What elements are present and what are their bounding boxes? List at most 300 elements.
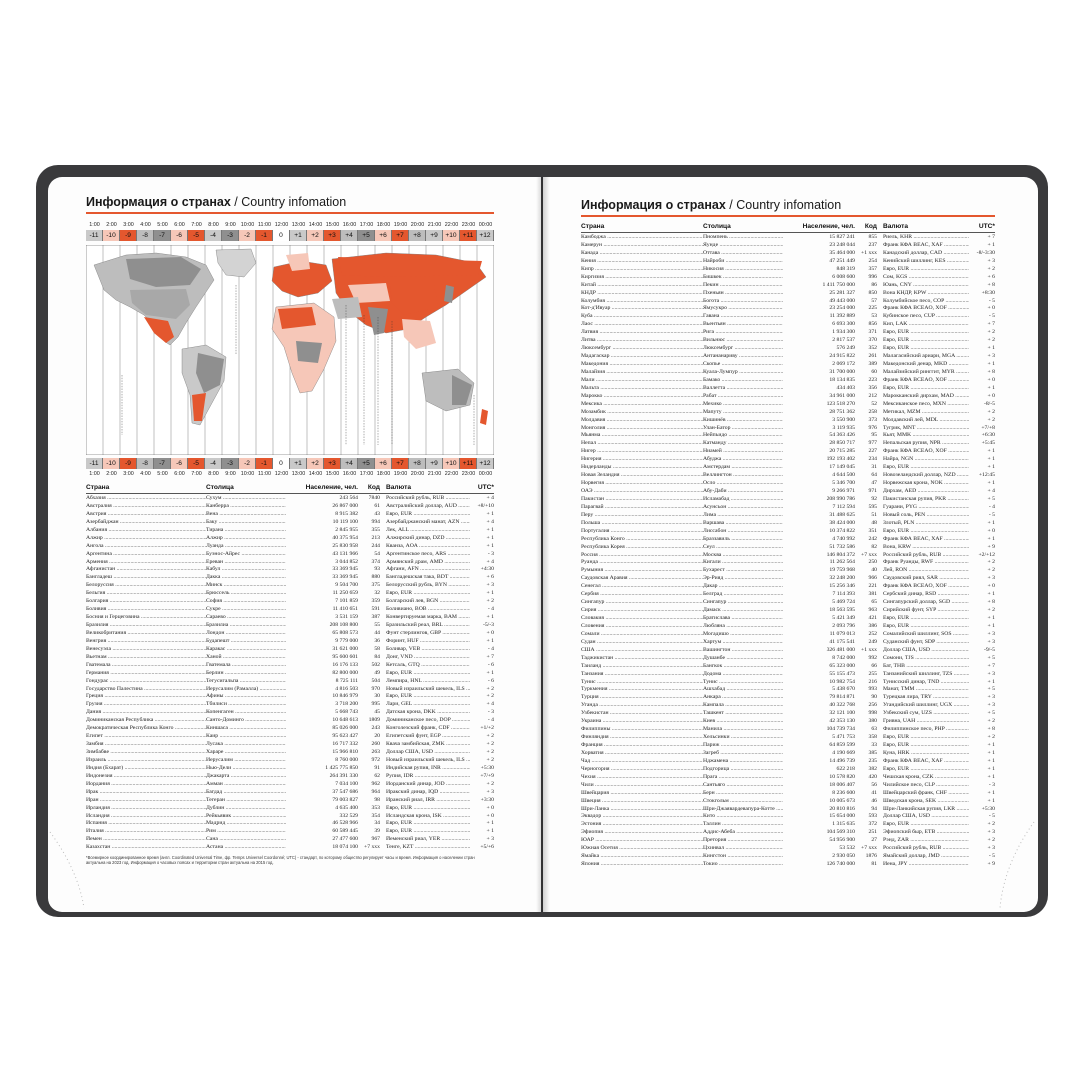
table-row [581, 798, 995, 806]
population-cell: 3 044 852 [335, 558, 358, 565]
tz-zone-cell: +9 [426, 458, 443, 469]
currency-cell: Чешская крона, CZK ..... [877, 774, 969, 782]
country-cell: Государство Палестина ..... [86, 686, 206, 694]
capital-cell: Ереван ..... [206, 559, 286, 567]
population-cell: 126 740 000 [826, 861, 855, 868]
code-cell: 502 [371, 661, 380, 668]
country-cell: Турция ..... [581, 694, 703, 702]
utc-cell: + 8 [987, 368, 995, 375]
table-row [86, 678, 494, 686]
capital-cell: Буэнос-Айрес ..... [206, 551, 286, 559]
central-africa-region [296, 341, 322, 363]
capital-cell: Алжир ..... [206, 535, 286, 543]
population-cell: 2 845 955 [335, 526, 358, 533]
col-population: Население, чел. [802, 223, 855, 230]
capital-cell: Гавана ..... [703, 313, 783, 321]
country-cell: Австралия ..... [86, 503, 206, 511]
code-cell: 98 [374, 796, 380, 803]
population-cell: 49 443 000 [829, 297, 855, 304]
country-cell: Кипр ..... [581, 266, 703, 274]
capital-cell: Копенгаген ..... [206, 709, 286, 717]
country-cell: Чехия ..... [581, 774, 703, 782]
tz-zone-cell: -5 [188, 458, 205, 469]
country-cell: Филиппины ..... [581, 726, 703, 734]
country-cell: Куба ..... [581, 313, 703, 321]
capital-cell: Хартум ..... [703, 639, 783, 647]
utc-cell: + 9 [987, 861, 995, 868]
timezone-bar-top [86, 230, 494, 241]
utc-cell: + 1 [987, 678, 995, 685]
utc-cell: + 6 [486, 574, 494, 581]
population-cell: 17 149 045 [829, 464, 855, 471]
capital-cell: Тирана ..... [206, 527, 286, 535]
tz-hour: 15:00 [325, 471, 340, 477]
population-cell: 123 518 270 [826, 400, 855, 407]
population-cell: 8 236 600 [832, 789, 855, 796]
table-row [581, 821, 995, 829]
capital-cell: Куала-Лумпур ..... [703, 369, 783, 377]
tz-zone-cell: +11 [460, 230, 477, 241]
table-row [86, 519, 494, 527]
table-row [581, 305, 995, 313]
currency-cell: Лей, RON ..... [877, 567, 969, 575]
population-cell: 2 093 796 [832, 622, 855, 629]
capital-cell: Дакка ..... [206, 574, 286, 582]
table-row [581, 337, 995, 345]
country-cell: КНДР ..... [581, 290, 703, 298]
table-row [86, 638, 494, 646]
utc-cell: + 1 [987, 456, 995, 463]
country-cell: Франция ..... [581, 742, 703, 750]
population-cell: 18 134 835 [829, 376, 855, 383]
country-cell: Лаос ..... [581, 321, 703, 329]
left-header-rule [86, 493, 494, 494]
tz-hour: 13:00 [291, 222, 306, 228]
country-cell: Греция ..... [86, 693, 206, 701]
capital-cell: Берлин ..... [206, 670, 286, 678]
capital-cell: Пномпень ..... [703, 234, 783, 242]
currency-cell: Доллар США, USD ..... [877, 647, 969, 655]
tz-zone-cell: -7 [154, 458, 171, 469]
table-row [581, 520, 995, 528]
population-cell: 3 119 935 [832, 424, 855, 431]
utc-cell: + 3 [987, 630, 995, 637]
table-row [581, 321, 995, 329]
capital-cell: Осло ..... [703, 480, 783, 488]
code-cell: 63 [871, 726, 877, 733]
tz-zone-cell: -3 [222, 230, 239, 241]
country-cell: Бангладеш ..... [86, 574, 206, 582]
tz-hour: 1:00 [89, 471, 100, 477]
capital-cell: Бамако ..... [703, 377, 783, 385]
utc-cell: +5/+6 [480, 844, 494, 851]
table-row [86, 693, 494, 701]
code-cell: 234 [868, 456, 877, 463]
table-row [581, 829, 995, 837]
population-cell: 243 564 [339, 495, 358, 501]
code-cell: 372 [868, 821, 877, 828]
code-cell: 221 [868, 583, 877, 590]
population-cell: 31 488 625 [829, 511, 855, 518]
col-population: Население, чел. [305, 484, 358, 491]
table-row [581, 417, 995, 425]
country-cell: Польша ..... [581, 520, 703, 528]
col-code: Код [864, 223, 877, 230]
code-cell: 962 [371, 780, 380, 787]
currency-cell: Евро, EUR ..... [877, 337, 969, 345]
capital-cell: Амстердам ..... [703, 464, 783, 472]
utc-cell: + 2 [987, 837, 995, 844]
capital-cell: Браззавиль ..... [703, 536, 783, 544]
tz-zone-cell: +6 [375, 230, 392, 241]
code-cell: 30 [374, 693, 380, 700]
country-cell: Мьянма ..... [581, 432, 703, 440]
table-row [86, 574, 494, 582]
country-cell: Мадагаскар ..... [581, 353, 703, 361]
population-cell: 5 469 724 [832, 599, 855, 606]
utc-cell: + 2 [486, 693, 494, 700]
right-table-header [581, 223, 995, 230]
country-cell: Сенегал ..... [581, 583, 703, 591]
tz-zone-cell: -2 [239, 458, 256, 469]
utc-cell: +4:30 [480, 566, 494, 573]
capital-cell: Найроби ..... [703, 258, 783, 266]
currency-cell: Исландская крона, ISK ..... [380, 813, 470, 821]
left-title-rule [86, 212, 494, 214]
tz-zone-cell: 0 [273, 230, 290, 241]
capital-cell: Оттава ..... [703, 250, 783, 258]
code-cell: 386 [868, 622, 877, 629]
table-row [86, 781, 494, 789]
population-cell: 16 176 133 [332, 661, 358, 668]
population-cell: 18 074 100 [332, 844, 358, 851]
tz-hour: 17:00 [359, 471, 374, 477]
country-cell: Германия ..... [86, 670, 206, 678]
utc-cell: + 1 [987, 749, 995, 756]
currency-cell: Белорусский рубль, BYN ..... [380, 582, 470, 590]
capital-cell: Хельсинки ..... [703, 734, 783, 742]
tz-hour: 21:00 [427, 222, 442, 228]
utc-cell: +2/+12 [978, 551, 995, 558]
utc-cell: + 3 [987, 845, 995, 852]
currency-cell: Молдавский лей, MDL ..... [877, 417, 969, 425]
capital-cell: Нью-Дели ..... [206, 765, 286, 773]
population-cell: 7 034 100 [335, 780, 358, 787]
country-cell: Аргентина ..... [86, 551, 206, 559]
utc-cell: + 3 [987, 694, 995, 701]
utc-cell: + 1 [486, 542, 494, 549]
utc-cell: + 3 [987, 353, 995, 360]
country-cell: Ямайка ..... [581, 853, 703, 861]
code-cell: 254 [868, 257, 877, 264]
utc-cell: + 4 [486, 518, 494, 525]
table-row [581, 679, 995, 687]
country-cell: Япония ..... [581, 861, 703, 869]
utc-cell: + 3 [987, 670, 995, 677]
capital-cell: Манила ..... [703, 726, 783, 734]
utc-cell: + 8 [987, 281, 995, 288]
tz-zone-cell: -8 [137, 458, 154, 469]
tz-hour: 8:00 [208, 222, 219, 228]
code-cell: 357 [868, 265, 877, 272]
code-cell: 355 [371, 526, 380, 533]
population-cell: 35 464 000 [829, 249, 855, 256]
country-cell: Хорватия ..... [581, 750, 703, 758]
country-cell: Монголия ..... [581, 425, 703, 433]
capital-cell: Нейпьидо ..... [703, 432, 783, 440]
table-row [581, 536, 995, 544]
tz-hour: 22:00 [444, 222, 459, 228]
currency-cell: Чилийское песо, CLP ..... [877, 782, 969, 790]
tz-zone-cell: +5 [358, 458, 375, 469]
capital-cell: Рим ..... [206, 828, 286, 836]
country-cell: Нидерланды ..... [581, 464, 703, 472]
currency-cell: Лек, ALL ..... [380, 527, 470, 535]
code-cell: 92 [871, 495, 877, 502]
country-cell: Словакия ..... [581, 615, 703, 623]
code-cell: 45 [374, 709, 380, 716]
currency-cell: Новый израильский шекель, ILS ..... [380, 686, 470, 694]
tz-zone-cell: +1 [290, 458, 307, 469]
population-cell: 8 760 000 [335, 756, 358, 763]
table-row [86, 686, 494, 694]
code-cell: 43 [374, 510, 380, 517]
table-row [86, 614, 494, 622]
capital-cell: Каир ..... [206, 733, 286, 741]
currency-cell: Лари, GEL ..... [380, 701, 470, 709]
currency-cell: Фунт стерлингов, GBP ..... [380, 630, 470, 638]
capital-cell: Ямусукро ..... [703, 305, 783, 313]
capital-cell: Токио ..... [703, 861, 783, 869]
tz-hour: 7:00 [191, 471, 202, 477]
table-row [581, 480, 995, 488]
code-cell: 65 [871, 599, 877, 606]
currency-cell: Норвежская крона, NOK ..... [877, 480, 969, 488]
code-cell: 258 [868, 408, 877, 415]
population-cell: 104 569 310 [826, 829, 855, 836]
country-cell: Зимбабве ..... [86, 749, 206, 757]
table-row [86, 797, 494, 805]
table-row [86, 535, 494, 543]
utc-cell: + 2 [987, 567, 995, 574]
country-cell: Люксембург ..... [581, 345, 703, 353]
population-cell: 42 353 130 [829, 718, 855, 725]
currency-cell: Суданский фунт, SDP ..... [877, 639, 969, 647]
capital-cell: Мехико ..... [703, 401, 783, 409]
capital-cell: Анкара ..... [703, 694, 783, 702]
country-cell: Македония ..... [581, 361, 703, 369]
table-row [86, 670, 494, 678]
population-cell: 51 732 586 [829, 543, 855, 550]
population-cell: 18 006 407 [829, 781, 855, 788]
utc-cell: + 4 [486, 495, 494, 501]
population-cell: 4 816 503 [335, 685, 358, 692]
table-row [581, 385, 995, 393]
country-cell: Таиланд ..... [581, 663, 703, 671]
utc-cell: + 2 [486, 756, 494, 763]
table-row [581, 345, 995, 353]
population-cell: 16 717 332 [332, 741, 358, 748]
table-row [581, 639, 995, 647]
capital-cell: Вильнюс ..... [703, 337, 783, 345]
tz-hour: 3:00 [123, 222, 134, 228]
country-cell: Армения ..... [86, 559, 206, 567]
table-row [86, 543, 494, 551]
capital-cell: Хараре ..... [206, 749, 286, 757]
utc-cell: +5:45 [981, 440, 995, 447]
code-cell: 216 [868, 678, 877, 685]
capital-cell: Кингстон ..... [703, 853, 783, 861]
utc-cell: + 1 [486, 510, 494, 517]
capital-cell: Париж ..... [703, 742, 783, 750]
table-row [86, 844, 494, 852]
capital-cell: Мапуту ..... [703, 409, 783, 417]
population-cell: 434 403 [836, 384, 855, 391]
tz-hour: 5:00 [157, 222, 168, 228]
table-row [581, 472, 995, 480]
currency-cell: Индийская рупия, INR ..... [380, 765, 470, 773]
tz-zone-cell: -11 [86, 458, 103, 469]
country-cell: Латвия ..... [581, 329, 703, 337]
utc-cell: + 2 [987, 718, 995, 725]
table-row [581, 663, 995, 671]
table-row [581, 813, 995, 821]
table-row [581, 528, 995, 536]
utc-cell: + 3 [486, 788, 494, 795]
country-cell: Вьетнам ..... [86, 654, 206, 662]
table-row [581, 258, 995, 266]
capital-cell: Подгорица ..... [703, 766, 783, 774]
code-cell: 358 [868, 734, 877, 741]
population-cell: 5 438 670 [832, 686, 855, 693]
code-cell: 237 [868, 241, 877, 248]
code-cell: 64 [871, 472, 877, 479]
tz-zone-cell: -9 [120, 230, 137, 241]
code-cell: 967 [371, 836, 380, 843]
country-cell: Австрия ..... [86, 511, 206, 519]
utc-cell: + 0 [987, 376, 995, 383]
utc-cell: + 2 [486, 780, 494, 787]
utc-cell: + 1 [486, 534, 494, 541]
code-cell: 49 [374, 669, 380, 676]
table-row [581, 425, 995, 433]
table-row [581, 837, 995, 845]
currency-cell: Евро, EUR ..... [380, 670, 470, 678]
capital-cell: Тунис ..... [703, 679, 783, 687]
tz-zone-cell: +12 [477, 458, 494, 469]
table-row [86, 757, 494, 765]
tz-zone-cell: +3 [324, 458, 341, 469]
utc-cell: + 1 [987, 241, 995, 248]
code-cell: 57 [871, 297, 877, 304]
population-cell: 47 251 449 [829, 257, 855, 264]
currency-cell: Евро, EUR ..... [380, 511, 470, 519]
table-row [86, 813, 494, 821]
currency-cell: Кванза, AOA ..... [380, 543, 470, 551]
capital-cell: Дублин ..... [206, 805, 286, 813]
utc-cell: + 3 [987, 829, 995, 836]
country-cell: Ирак ..... [86, 789, 206, 797]
code-cell: 382 [868, 765, 877, 772]
capital-cell: Будапешт ..... [206, 638, 286, 646]
code-cell: 58 [374, 645, 380, 652]
country-cell: Киргизия ..... [581, 274, 703, 282]
code-cell: 252 [868, 630, 877, 637]
currency-cell: Иорданский динар, JOD ..... [380, 781, 470, 789]
code-cell: 91 [374, 764, 380, 771]
utc-cell: + 1 [486, 637, 494, 644]
utc-cell: -8/-3:30 [976, 249, 995, 256]
currency-cell: Ямайский доллар, JMD ..... [877, 853, 969, 861]
col-capital: Столица [206, 484, 234, 491]
capital-cell: Улан-Батор ..... [703, 425, 783, 433]
country-cell: Шри-Ланка ..... [581, 806, 703, 814]
utc-cell: - 4 [487, 645, 494, 652]
country-cell: Черногория ..... [581, 766, 703, 774]
code-cell: 370 [868, 337, 877, 344]
utc-cell: +12:45 [978, 472, 995, 479]
tz-hour: 19:00 [393, 471, 408, 477]
capital-cell: Иерусалим (Рамалла) ..... [206, 686, 286, 694]
country-cell: Грузия ..... [86, 701, 206, 709]
utc-cell: + 4 [486, 701, 494, 708]
population-cell: 1 411 750 000 [822, 281, 855, 288]
capital-cell: Никосия ..... [703, 266, 783, 274]
currency-cell: Доллар США, USD ..... [877, 813, 969, 821]
code-cell: 380 [868, 718, 877, 725]
population-cell: 19 759 968 [829, 567, 855, 574]
table-row [581, 559, 995, 567]
population-cell: 208 108 800 [329, 622, 358, 628]
population-cell: 2 069 172 [832, 361, 855, 367]
table-row [581, 726, 995, 734]
country-cell: Абхазия ..... [86, 495, 206, 503]
tz-hour: 23:00 [461, 222, 476, 228]
table-row [86, 630, 494, 638]
utc-cell: + 8 [987, 726, 995, 733]
currency-cell: Танзанийский шиллинг, TZS ..... [877, 671, 969, 679]
right-title-ru: Информация о странах [581, 198, 726, 212]
code-cell: 90 [871, 694, 877, 701]
code-cell: 996 [868, 273, 877, 280]
currency-cell: Иракский динар, IQD ..... [380, 789, 470, 797]
capital-cell: Яунде ..... [703, 242, 783, 250]
utc-cell: + 3 [987, 702, 995, 709]
currency-cell: Франк КФА BEAC, XAF ..... [877, 242, 969, 250]
code-cell: 56 [871, 781, 877, 788]
currency-cell: Юань, CNY ..... [877, 282, 969, 290]
currency-cell: Сомалийский шиллинг, SOS ..... [877, 631, 969, 639]
population-cell: 3 718 200 [335, 701, 358, 708]
currency-cell: Сингапурский доллар, SGD ..... [877, 599, 969, 607]
table-row [581, 583, 995, 591]
population-cell: 37 547 686 [332, 788, 358, 795]
code-cell: 44 [374, 629, 380, 636]
country-cell: Кот-д'Ивуар ..... [581, 305, 703, 313]
population-cell: 41 175 541 [829, 638, 855, 645]
capital-cell: Астана ..... [206, 844, 286, 852]
table-row [86, 741, 494, 749]
table-row [581, 544, 995, 552]
code-cell: 966 [868, 575, 877, 582]
country-cell: Азербайджан ..... [86, 519, 206, 527]
tz-zone-cell: +6 [375, 458, 392, 469]
utc-cell: + 1 [987, 773, 995, 780]
capital-cell: Кампала ..... [703, 702, 783, 710]
table-row [581, 401, 995, 409]
capital-cell: Цхинвал ..... [703, 845, 783, 853]
code-cell: 243 [371, 725, 380, 732]
